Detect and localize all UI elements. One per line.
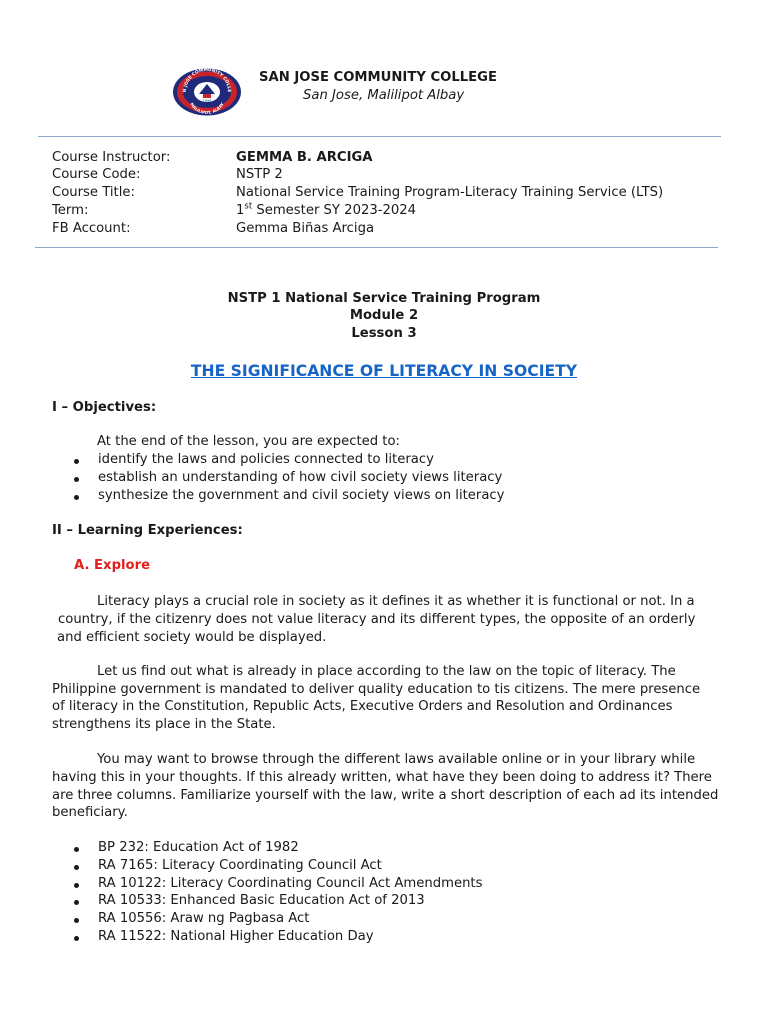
info-label: Course Title: [52, 185, 135, 200]
instructor-name: GEMMA B. ARCIGA [236, 150, 373, 165]
paragraph-line: having this in your thoughts. If this already written, what have they been doing to address it? There [52, 770, 712, 785]
college-seal-logo [172, 68, 242, 116]
course-term: 1st Semester SY 2023-2024 [236, 201, 417, 218]
module-number: Module 2 [349, 308, 419, 323]
lesson-title: THE SIGNIFICANCE OF LITERACY IN SOCIETY [190, 362, 578, 380]
paragraph-line: Literacy plays a crucial role in society as it defines it as whether it is functional or not. In a [97, 594, 695, 609]
info-row-title [52, 185, 732, 203]
info-row-fb [52, 221, 732, 239]
paragraph-line: are three columns. Familiarize yourself with the law, write a short description of each ad its intended [52, 788, 719, 803]
objectives-intro: At the end of the lesson, you are expected to: [97, 434, 400, 449]
info-label: Term: [52, 203, 89, 218]
college-location: San Jose, Malilipot Albay [303, 88, 465, 103]
svg-text:1995: 1995 [202, 99, 212, 103]
course-code: NSTP 2 [236, 167, 283, 182]
objectives-heading: I – Objectives: [52, 400, 157, 415]
svg-text:MALILIPOT, ALBAY: MALILIPOT, ALBAY [189, 101, 225, 116]
paragraph-line: Philippine government is mandated to deliver quality education to tis citizens. The mere presence [52, 682, 701, 697]
info-label: Course Instructor: [52, 150, 171, 165]
learning-heading: II – Learning Experiences: [52, 523, 243, 538]
paragraph-line: country, if the citizenry does not value literacy and its different types, the opposite of an orderly [58, 612, 696, 627]
lesson-number: Lesson 3 [351, 326, 417, 341]
fb-account: Gemma Biñas Arciga [236, 221, 375, 236]
paragraph-line: and efficient society would be displayed. [57, 630, 327, 645]
info-row-code [52, 167, 732, 185]
info-label: FB Account: [52, 221, 131, 236]
paragraph-line: of literacy in the Constitution, Republic Acts, Executive Orders and Resolution and Ordinances [52, 699, 673, 714]
info-divider [35, 247, 718, 248]
info-row-term [52, 203, 732, 221]
college-name: SAN JOSE COMMUNITY COLLEGE [259, 70, 498, 85]
svg-text:SAN JOSE COMMUNITY COLLEGE: N JOSE COMMUNITY COLLE [182, 68, 232, 93]
info-label: Course Code: [52, 167, 141, 182]
course-title: National Service Training Program-Literacy Training Service (LTS) [236, 185, 664, 200]
info-row-instructor [52, 150, 732, 168]
explore-heading: A. Explore [74, 558, 151, 573]
header-divider [38, 136, 721, 137]
paragraph-line: strengthens its place in the State. [52, 717, 276, 732]
paragraph-line: beneficiary. [52, 805, 128, 820]
module-line-program: NSTP 1 National Service Training Program [227, 291, 541, 306]
paragraph-line: You may want to browse through the different laws available online or in your library while [97, 752, 696, 767]
paragraph-line: Let us find out what is already in place according to the law on the topic of literacy. The [97, 664, 676, 679]
